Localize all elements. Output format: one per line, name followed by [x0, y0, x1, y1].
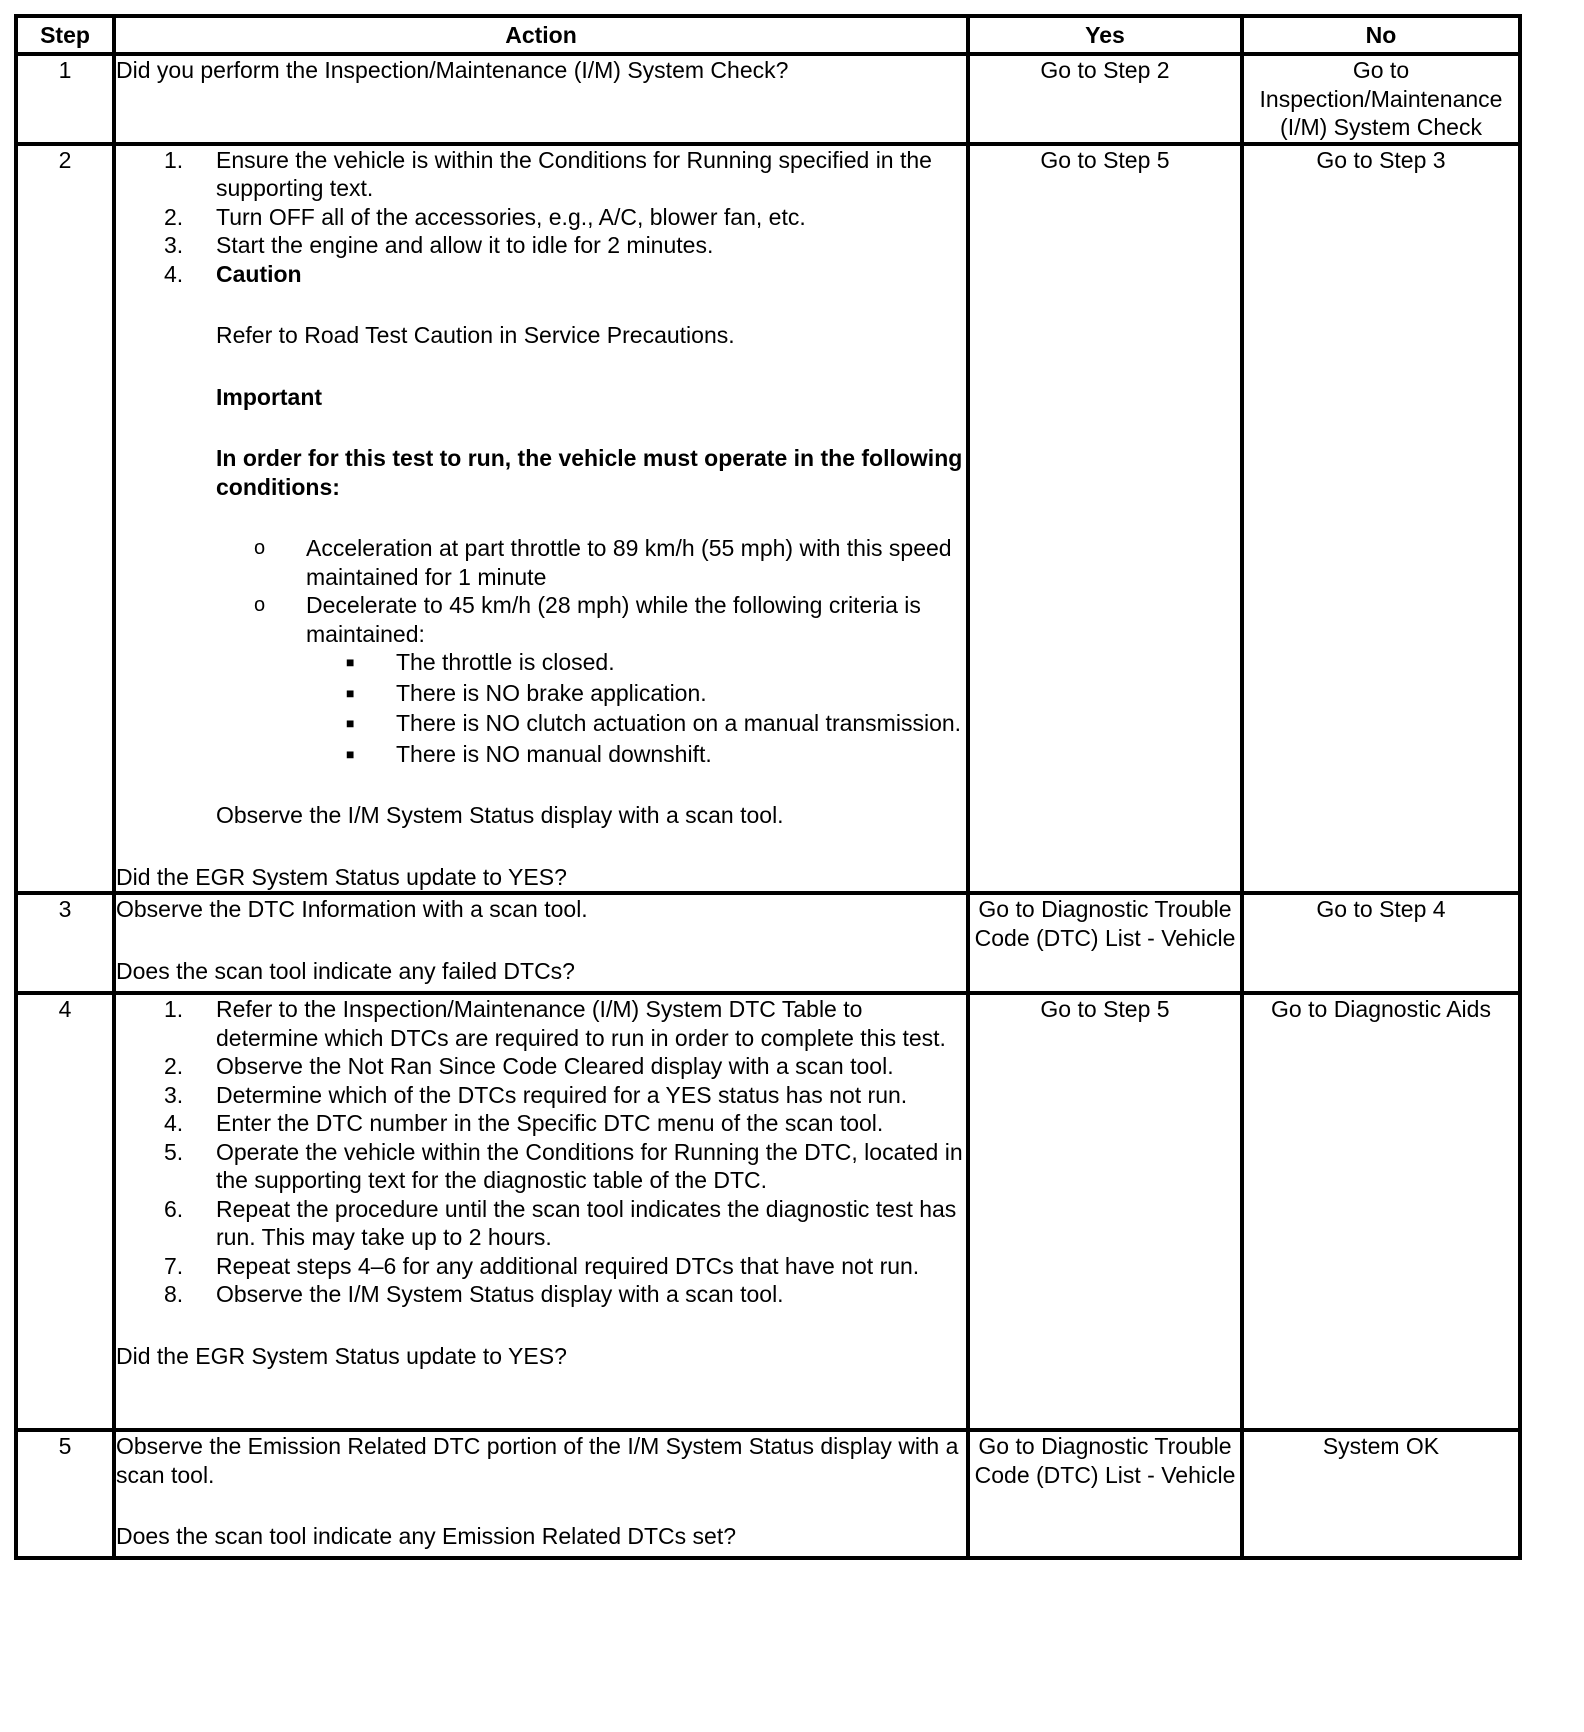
- list-item: 4. Caution Refer to Road Test Caution in Service Precautions. Important In order for this test to run, the vehicle must operate in the following conditions:: [116, 260, 966, 502]
- list-item: ■ There is NO brake application.: [346, 679, 707, 706]
- observe-text: Observe the I/M System Status display with a scan tool.: [216, 802, 784, 828]
- table-row-step-3: [16, 893, 1520, 993]
- step-number: 4: [16, 993, 114, 1430]
- yes-cell: Go to Step 5: [968, 993, 1242, 1430]
- list-item: ■ The throttle is closed.: [346, 649, 615, 675]
- action-cell: [114, 993, 968, 1430]
- header-step: Step: [16, 16, 114, 54]
- no-cell: Go to Inspection/Maintenance (I/M) System Check: [1242, 54, 1520, 144]
- step-number: 1: [16, 54, 114, 144]
- instruction-text: Observe the DTC Information with a scan tool.: [116, 896, 588, 922]
- action-cell: [114, 1430, 968, 1558]
- yes-cell: Go to Step 2: [968, 54, 1242, 144]
- question-text: Did the EGR System Status update to YES?: [116, 863, 567, 890]
- yes-cell: Go to Diagnostic Trouble Code (DTC) List - Vehicle: [968, 893, 1242, 993]
- step-number: 2: [16, 144, 114, 894]
- list-item: 3. Start the engine and allow it to idle for 2 minutes.: [164, 232, 714, 258]
- list-item: 6. Repeat the procedure until the scan tool indicates the diagnostic test has run. This may take up to 2 hours.: [164, 1195, 957, 1250]
- action-cell: [114, 54, 968, 144]
- important-text: In order for this test to run, the vehicle must operate in the following conditions:: [216, 445, 963, 500]
- criteria-list: [116, 648, 966, 768]
- list-item: 5. Operate the vehicle within the Conditions for Running the DTC, located in the supporting text for the diagnostic table of the DTC.: [164, 1138, 963, 1193]
- table-row-step-2: [16, 144, 1520, 894]
- question-text: Did you perform the Inspection/Maintenance (I/M) System Check?: [116, 57, 789, 83]
- procedure-list: [116, 995, 966, 1309]
- instruction-text: Observe the Emission Related DTC portion of the I/M System Status display with a scan tool.: [116, 1433, 959, 1488]
- conditions-list: [116, 534, 966, 768]
- yes-cell: Go to Step 5: [968, 144, 1242, 894]
- no-cell: Go to Step 3: [1242, 144, 1520, 894]
- procedure-list: [116, 146, 966, 502]
- list-item: 8. Observe the I/M System Status display with a scan tool.: [164, 1281, 784, 1307]
- list-item: o Decelerate to 45 km/h (28 mph) while the following criteria is maintained: ■ The throttle is closed. ■ There is NO brake application. ■ There is NO clutch actuation on a manual transmission. ■ There is NO manual downshift.: [116, 591, 966, 768]
- list-item: 2. Observe the Not Ran Since Code Cleared display with a scan tool.: [164, 1053, 894, 1079]
- action-cell: [114, 144, 968, 894]
- header-action: Action: [114, 16, 968, 54]
- list-item: o Acceleration at part throttle to 89 km/h (55 mph) with this speed maintained for 1 minute: [254, 535, 952, 590]
- list-item: 2. Turn OFF all of the accessories, e.g., A/C, blower fan, etc.: [164, 203, 806, 230]
- list-item: ■ There is NO manual downshift.: [346, 740, 712, 767]
- diagnostic-table: [14, 14, 1522, 1560]
- header-no: No: [1242, 16, 1520, 54]
- question-text: Did the EGR System Status update to YES?: [116, 1342, 567, 1369]
- table-row-step-5: [16, 1430, 1520, 1558]
- header-yes: Yes: [968, 16, 1242, 54]
- header-row: [16, 16, 1520, 54]
- step-number: 3: [16, 893, 114, 993]
- list-item: 1. Ensure the vehicle is within the Conditions for Running specified in the supporting text.: [164, 146, 932, 201]
- question-text: Does the scan tool indicate any failed DTCs?: [116, 957, 575, 984]
- no-cell: System OK: [1242, 1430, 1520, 1558]
- yes-cell: Go to Diagnostic Trouble Code (DTC) List - Vehicle: [968, 1430, 1242, 1558]
- list-item: 1. Refer to the Inspection/Maintenance (I/M) System DTC Table to determine which DTCs are required to run in order to complete this test.: [164, 996, 946, 1051]
- caution-label: Caution: [216, 260, 302, 287]
- list-item: 4. Enter the DTC number in the Specific DTC menu of the scan tool.: [164, 1110, 884, 1136]
- list-item: 3. Determine which of the DTCs required for a YES status has not run.: [164, 1081, 908, 1108]
- no-cell: Go to Step 4: [1242, 893, 1520, 993]
- action-cell: [114, 893, 968, 993]
- step-number: 5: [16, 1430, 114, 1558]
- important-label: Important: [216, 383, 323, 410]
- list-item: ■ There is NO clutch actuation on a manual transmission.: [346, 710, 962, 736]
- caution-text: Refer to Road Test Caution in Service Precautions.: [216, 322, 735, 348]
- table-row-step-4: [16, 993, 1520, 1430]
- question-text: Does the scan tool indicate any Emission Related DTCs set?: [116, 1523, 737, 1549]
- table-row-step-1: [16, 54, 1520, 144]
- no-cell: Go to Diagnostic Aids: [1242, 993, 1520, 1430]
- list-item: 7. Repeat steps 4–6 for any additional required DTCs that have not run.: [164, 1252, 920, 1279]
